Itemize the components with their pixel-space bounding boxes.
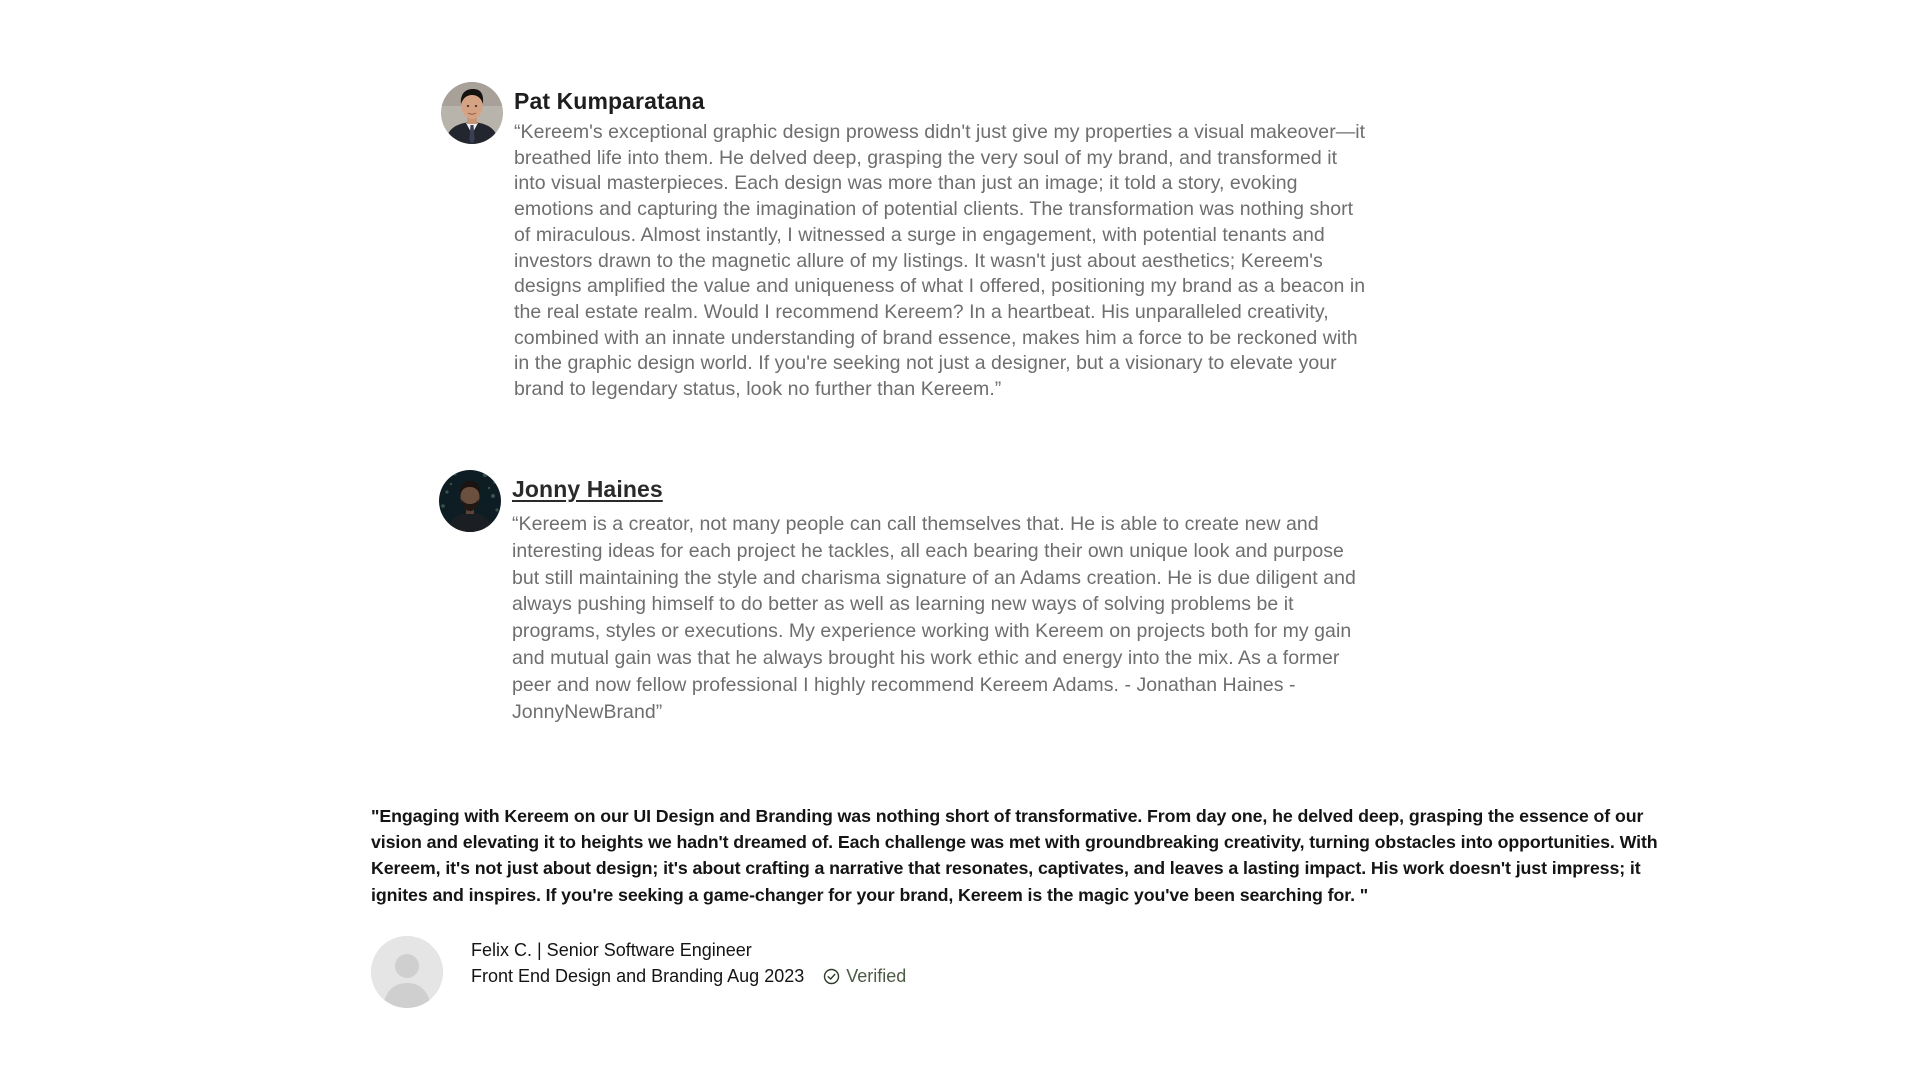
client-review [371, 803, 1671, 1008]
testimonial-author-link[interactable]: Jonny Haines [512, 476, 663, 502]
testimonial-jonny-haines [439, 470, 1374, 725]
review-text: "Engaging with Kereem on our UI Design and Branding was nothing short of transformative. From day one, he delved deep, grasping the essence of our vision and elevating it to heights we hadn't dreamed of. Each challenge was met with groundbreaking creativity, turning obstacles into opportunities. With Kereem, it's not just about design; it's about crafting a narrative that resonates, captivates, and leaves a lasting impact. His work doesn't just impress; it ignites and inspires. If you're seeking a game-changer for your brand, Kereem is the magic you've been searching for. " [371, 806, 1658, 905]
reviewer-info [471, 936, 906, 990]
person-silhouette-icon [371, 936, 443, 1008]
project-and-date: Front End Design and Branding Aug 2023 [471, 965, 805, 986]
verified-label: Verified [846, 965, 907, 986]
verified-badge [823, 963, 906, 990]
review-meta [471, 963, 906, 990]
check-circle-icon [823, 968, 840, 985]
reviewer-name: Felix C. | Senior Software Engineer [471, 939, 752, 960]
testimonial-pat-kumparatana [441, 82, 1374, 403]
testimonial-quote: “Kereem is a creator, not many people can call themselves that. He is able to create new and interesting ideas for each project he tackles, all each bearing their own unique look and purpose but still maintaining the style and charisma signature of an Adams creation. He is due diligent and always pushing himself to do better as well as learning new ways of solving problems be it programs, styles or executions. My experience working with Kereem on projects both for my gain and mutual gain was that he always brought his work ethic and energy into the mix. As a former peer and now fellow professional I highly recommend Kereem Adams. - Jonathan Haines - JonnyNewBrand” [512, 513, 1356, 723]
jonny-avatar [439, 470, 501, 532]
testimonial-quote: “Kereem's exceptional graphic design prowess didn't just give my properties a visual makeover—it breathed life into them. He delved deep, grasping the very soul of my brand, and transformed it into visual masterpieces. Each design was more than just an image; it told a story, evoking emotions and capturing the imagination of potential clients. The transformation was nothing short of miraculous. Almost instantly, I witnessed a surge in engagement, with potential tenants and investors drawn to the magnetic allure of my listings. It wasn't just about aesthetics; Kereem's designs amplified the value and uniqueness of what I offered, positioning my brand as a beacon in the real estate realm. Would I recommend Kereem? In a heartbeat. His unparalleled creativity, combined with an innate understanding of brand essence, makes him a force to be reckoned with in the graphic design world. If you're seeking not just a designer, but a visionary to elevate your brand to legendary status, look no further than Kereem.” [514, 121, 1366, 401]
pat-avatar [441, 82, 503, 144]
testimonial-body [512, 470, 1374, 725]
testimonial-author-name: Pat Kumparatana [514, 88, 705, 114]
testimonial-body [514, 82, 1374, 403]
reviewer-row [371, 936, 1671, 1008]
